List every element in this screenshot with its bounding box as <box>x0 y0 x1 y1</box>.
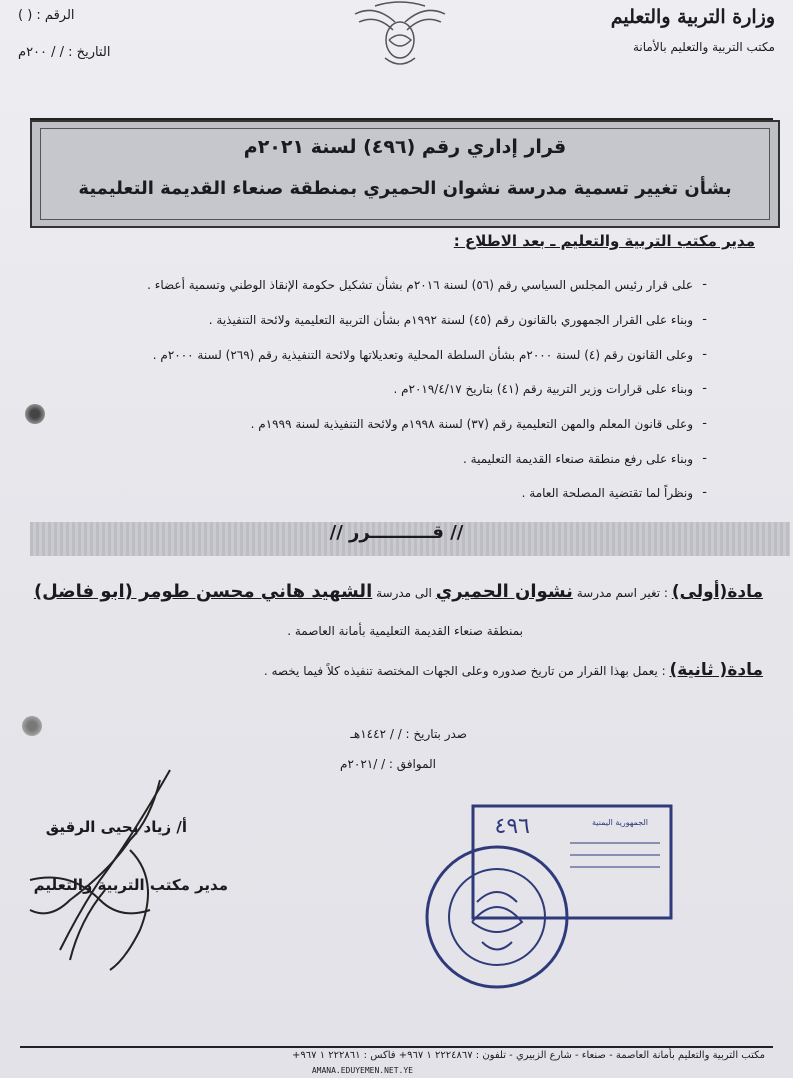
preamble-clause: على قرار رئيس المجلس السياسي رقم (٥٦) لسنة ٢٠١٦م بشأن تشكيل حكومة الإنقاذ الوطني وتسمية أعضاء . <box>147 278 693 292</box>
official-round-seal <box>422 842 572 992</box>
corresponding-date: الموافق : / /٢٠٢١م <box>340 757 436 771</box>
article-two-text: : يعمل بهذا القرار من تاريخ صدوره وعلى الجهات المختصة تنفيذه كلاً فيما يخصه . <box>263 664 666 678</box>
article-two <box>264 660 763 680</box>
article-one-connector: الى مدرسة <box>376 586 432 600</box>
bullet-dash: - <box>702 381 707 396</box>
bullet-dash: - <box>702 347 707 362</box>
signer-name: أ/ زياد يحيى الرقيق <box>45 818 187 836</box>
signer-title: مدير مكتب التربية والتعليم <box>33 876 228 894</box>
title-box <box>30 120 780 228</box>
reference-number-line: الرقم : ( ) <box>18 8 75 23</box>
punch-hole <box>25 404 45 424</box>
bullet-dash: - <box>702 312 707 327</box>
preamble-heading: مدير مكتب التربية والتعليم ـ بعد الاطلاع : <box>453 232 755 250</box>
bullet-dash: - <box>702 451 707 466</box>
branch-name: مكتب التربية والتعليم بالأمانة <box>632 40 775 54</box>
yemen-eagle-emblem <box>345 0 455 72</box>
bullet-dash: - <box>702 485 707 500</box>
old-school-name: نشوان الحميري <box>435 581 573 602</box>
stamp-header: الجمهورية اليمنية <box>591 818 649 827</box>
preamble-clause: وعلى القانون رقم (٤) لسنة ٢٠٠٠م بشأن السلطة المحلية وتعديلاتها ولائحة التنفيذية رقم (٢٦٩) لسنة ٢٠٠٠م . <box>152 348 693 362</box>
preamble-clause: وبناء على رفع منطقة صنعاء القديمة التعليمية . <box>463 452 693 466</box>
decision-title: قرار إداري رقم (٤٩٦) لسنة ٢٠٢١م <box>243 136 567 158</box>
date-line: التاريخ : / / ٢٠٠م <box>18 45 111 60</box>
ministry-name: وزارة التربية والتعليم <box>610 6 775 28</box>
article-two-label: مادة( ثانية) <box>669 660 763 680</box>
preamble-clause: ونظراً لما تقتضية المصلحة العامة . <box>521 486 693 500</box>
punch-hole <box>22 716 42 736</box>
article-one <box>34 581 763 602</box>
bullet-dash: - <box>702 416 707 431</box>
article-one-continuation: بمنطقة صنعاء القديمة التعليمية بأمانة العاصمة . <box>287 624 523 638</box>
footer-website: AMANA.EDUYEMEN.NET.YE <box>311 1066 413 1075</box>
issued-date: صدر بتاريخ : / / ١٤٤٢هـ <box>350 727 467 741</box>
preamble-clause: وعلى قانون المعلم والمهن التعليمية رقم (٣٧) لسنة ١٩٩٨م ولائحة التنفيذية لسنة ١٩٩٩م . <box>250 417 693 431</box>
preamble-clause: وبناء على القرار الجمهوري بالقانون رقم (٤٥) لسنة ١٩٩٢م بشأن التربية التعليمية ولائحة التنفيذية . <box>208 313 693 327</box>
stamp-number: ٤٩٦ <box>494 814 530 839</box>
article-one-text: : تغير اسم مدرسة <box>576 586 668 600</box>
article-one-label: مادة(أولى) <box>671 582 763 602</box>
footer-divider <box>20 1046 773 1048</box>
preamble-clause: وبناء على قرارات وزير التربية رقم (٤١) بتاريخ ٢٠١٩/٤/١٧م . <box>393 382 693 396</box>
footer-address: مكتب التربية والتعليم بأمانة العاصمة - صنعاء - شارع الزبيري - تلفون : ٢٢٢٤٨٦٧ ١ ٩٦٧+ فاكس : ٢٢٢٨٦١ ١ ٩٦٧+ <box>291 1050 765 1061</box>
decided-heading: // قــــــــــرر // <box>329 522 464 543</box>
handwritten-signature <box>10 760 240 980</box>
new-school-name: الشهيد هاني محسن طومر (ابو فاضل) <box>33 581 373 602</box>
bullet-dash: - <box>702 277 707 292</box>
decision-subject: بشأن تغيير تسمية مدرسة نشوان الحميري بمنطقة صنعاء القديمة التعليمية <box>78 178 732 199</box>
